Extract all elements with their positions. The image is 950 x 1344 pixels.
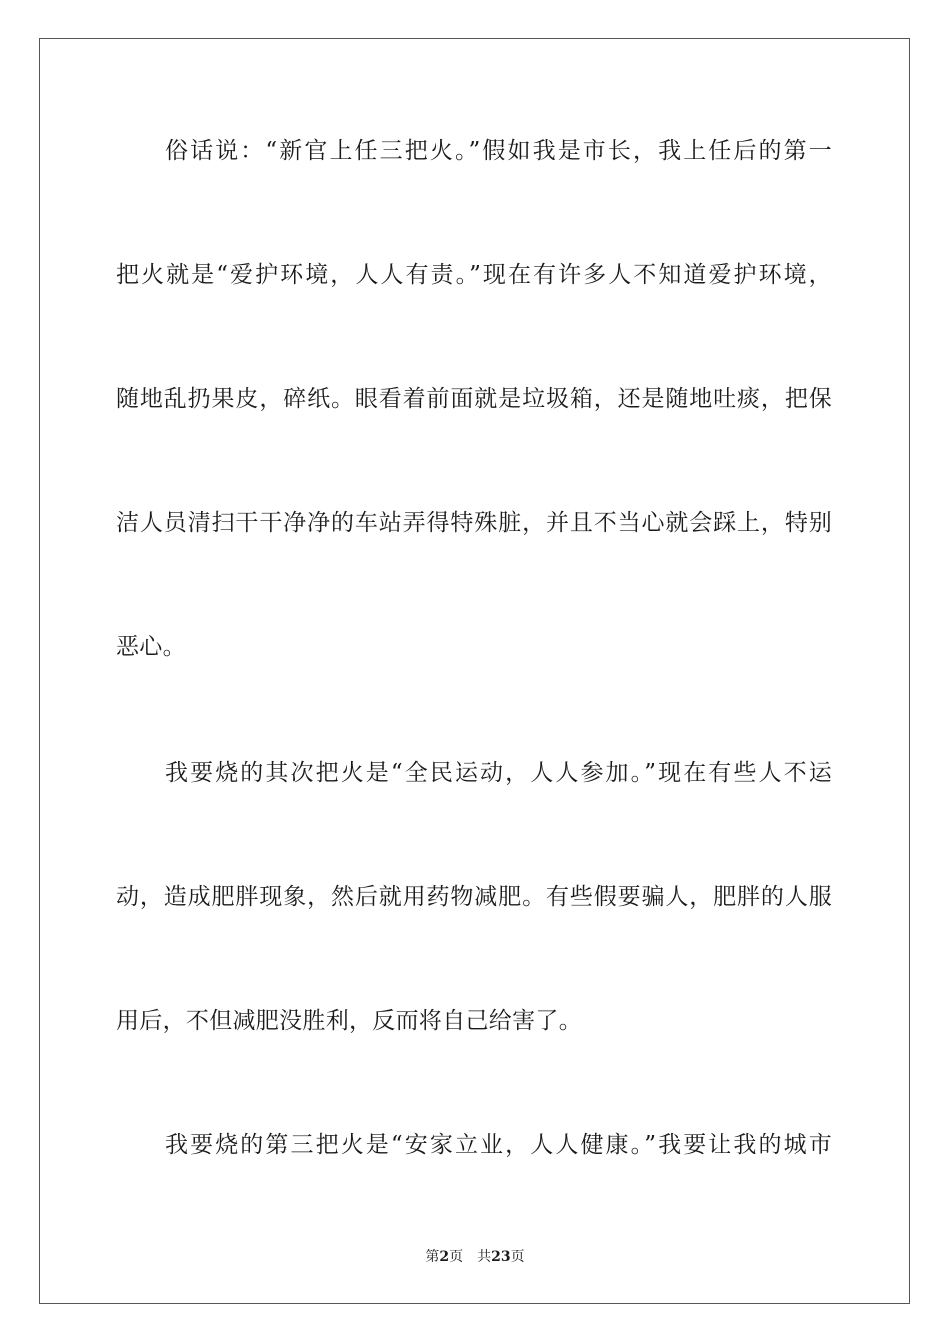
footer-page-current: 2	[439, 1249, 450, 1265]
text-line-9: 我要烧的第三把火是“安家立业，人人健康。”我要让我的城市	[165, 1132, 832, 1158]
footer-page-total: 23	[491, 1249, 511, 1265]
text-line-7: 动，造成肥胖现象，然后就用药物减肥。有些假要骗人，肥胖的人服	[116, 884, 832, 910]
footer-page-unit: 页	[449, 1249, 464, 1265]
text-line-2: 把火就是“爱护环境，人人有责。”现在有许多人不知道爱护环境，	[116, 262, 832, 288]
text-line-3: 随地乱扔果皮，碎纸。眼看着前面就是垃圾箱，还是随地吐痰，把保	[116, 386, 832, 412]
text-line-4: 洁人员清扫干干净净的车站弄得特殊脏，并且不当心就会踩上，特别	[116, 510, 832, 536]
footer-page-prefix: 第	[425, 1249, 440, 1265]
page-footer	[0, 1247, 950, 1267]
text-line-5: 恶心。	[116, 634, 186, 660]
footer-total-unit: 页	[510, 1249, 525, 1265]
text-line-1: 俗话说：“新官上任三把火。”假如我是市长，我上任后的第一	[165, 138, 832, 164]
footer-total-prefix: 共	[477, 1249, 492, 1265]
text-line-6: 我要烧的其次把火是“全民运动，人人参加。”现在有些人不运	[165, 760, 832, 786]
text-line-8: 用后，不但减肥没胜利，反而将自己给害了。	[116, 1008, 582, 1034]
page-frame	[39, 38, 910, 1304]
